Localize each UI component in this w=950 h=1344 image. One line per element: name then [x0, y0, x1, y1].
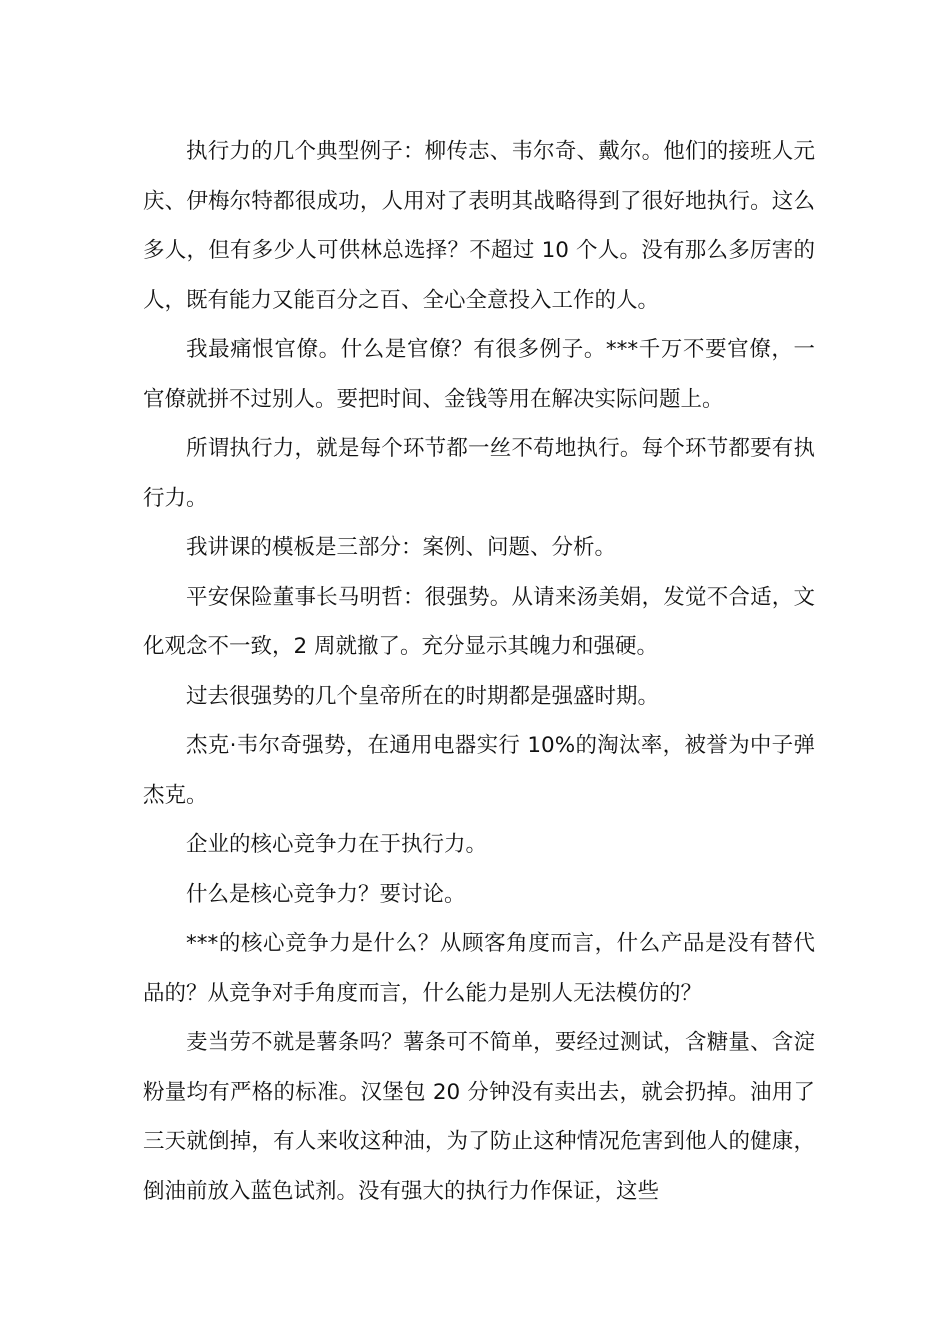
paragraph: 我讲课的模板是三部分：案例、问题、分析。	[186, 535, 617, 560]
paragraph: 麦当劳不就是薯条吗？薯条可不简单，要经过测试，含糖量、含淀粉量均有严格的标准。汉堡包 20 分钟没有卖出去，就会扔掉。油用了三天就倒掉，有人来收这种油，为了防止这种情况危害到他人的健康，倒油前放入蓝色试剂。没有强大的执行力作保证，这些	[143, 1030, 815, 1204]
paragraph: 执行力的几个典型例子：柳传志、韦尔奇、戴尔。他们的接班人元庆、伊梅尔特都很成功，人用对了表明其战略得到了很好地执行。这么多人，但有多少人可供林总选择？不超过 10 个人。没有那么多厉害的人，既有能力又能百分之百、全心全意投入工作的人。	[143, 139, 815, 313]
paragraph: 我最痛恨官僚。什么是官僚？有很多例子。***千万不要官僚，一官僚就拼不过别人。要把时间、金钱等用在解决实际问题上。	[143, 337, 815, 412]
paragraph: 企业的核心竞争力在于执行力。	[186, 832, 488, 857]
paragraph: ***的核心竞争力是什么？从顾客角度而言，什么产品是没有替代品的？从竞争对手角度而言，什么能力是别人无法模仿的？	[143, 931, 815, 1006]
paragraph: 杰克·韦尔奇强势，在通用电器实行 10%的淘汰率，被誉为中子弹杰克。	[143, 733, 815, 808]
document-body	[143, 127, 815, 1216]
paragraph: 过去很强势的几个皇帝所在的时期都是强盛时期。	[186, 683, 660, 709]
paragraph: 所谓执行力，就是每个环节都一丝不苟地执行。每个环节都要有执行力。	[143, 436, 815, 511]
paragraph: 平安保险董事长马明哲：很强势。从请来汤美娟，发觉不合适，文化观念不一致，2 周就撤了。充分显示其魄力和强硬。	[143, 584, 815, 659]
paragraph: 什么是核心竞争力？要讨论。	[186, 881, 466, 907]
